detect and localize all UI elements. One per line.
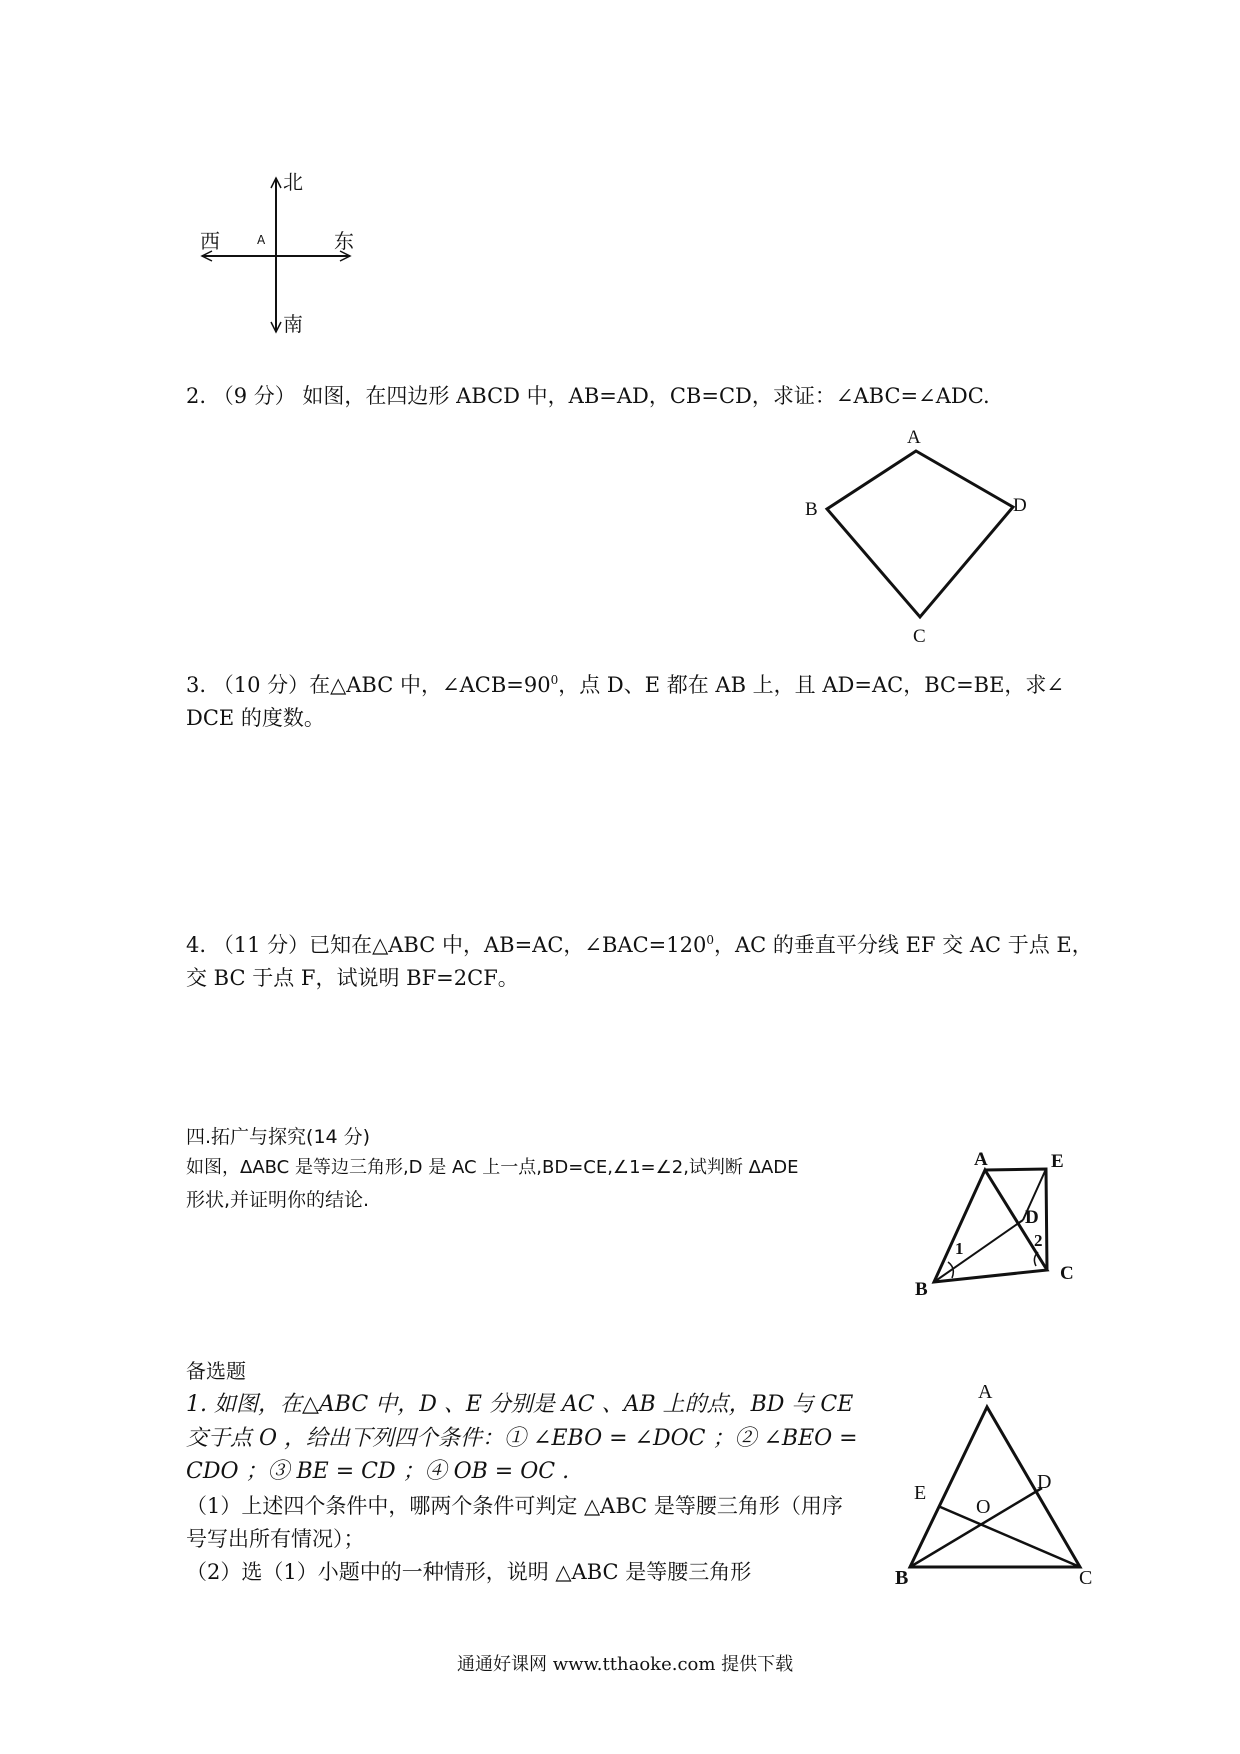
q3-line2: DCE 的度数。 — [186, 706, 325, 730]
q4-degree-sup: 0 — [706, 933, 714, 947]
page-footer: 通通好课网 www.tthaoke.com 提供下载 — [457, 1654, 794, 1675]
backup-label-c: C — [1079, 1567, 1093, 1589]
compass-east-label: 东 — [334, 229, 354, 253]
section4-angle-2-label: 2 — [1034, 1231, 1043, 1250]
section4-line1: 如图，ΔABC 是等边三角形,D 是 AC 上一点,BD=CE,∠1=∠2,试判断 ΔADE — [186, 1157, 799, 1178]
q3-line1-part1: 3. （10 分）在△ABC 中，∠ACB=90 — [186, 673, 551, 697]
section4-line2: 形状,并证明你的结论. — [186, 1189, 370, 1211]
section4-heading: 四.拓广与探究(14 分) — [186, 1126, 371, 1148]
backup-label-d: D — [1037, 1471, 1052, 1493]
backup-line4: （1）上述四个条件中，哪两个条件可判定 △ABC 是等腰三角形（用序 — [186, 1494, 843, 1518]
compass-south-label: 南 — [283, 312, 303, 336]
q2-label-a: A — [907, 427, 921, 448]
backup-line3: CDO ；③ BE = CD ；④ OB = OC . — [186, 1459, 570, 1484]
section4-label-d: D — [1025, 1207, 1039, 1228]
backup-line1: 1. 如图，在△ABC 中，D 、E 分别是 AC 、AB 上的点，BD 与 CE — [186, 1392, 854, 1417]
q4-line2: 交 BC 于点 F，试说明 BF=2CF。 — [186, 966, 519, 990]
section4-label-e: E — [1051, 1151, 1064, 1172]
q2-text: 2. （9 分） 如图，在四边形 ABCD 中，AB=AD，CB=CD，求证：∠ABC=∠ADC. — [186, 384, 990, 408]
q2-label-d: D — [1013, 495, 1027, 516]
section4-angle-1-label: 1 — [955, 1239, 964, 1258]
q2-label-c: C — [913, 626, 926, 647]
compass-west-label: 西 — [200, 229, 220, 253]
backup-line6: （2）选（1）小题中的一种情形，说明 △ABC 是等腰三角形 — [186, 1560, 752, 1584]
backup-label-b: B — [895, 1567, 909, 1589]
q2-label-b: B — [805, 499, 818, 520]
section4-label-b: B — [915, 1279, 928, 1300]
backup-line5: 号写出所有情况）； — [186, 1527, 365, 1551]
backup-label-o: O — [976, 1496, 991, 1518]
backup-label-a: A — [978, 1381, 993, 1403]
backup-heading: 备选题 — [186, 1359, 246, 1383]
q4-line1-part2: ，AC 的垂直平分线 EF 交 AC 于点 E， — [714, 933, 1093, 957]
section4-label-c: C — [1060, 1263, 1074, 1284]
section4-label-a: A — [974, 1149, 988, 1170]
q3-degree-sup: 0 — [550, 673, 559, 687]
backup-label-e: E — [914, 1482, 927, 1504]
compass-north-label: 北 — [283, 170, 303, 194]
q3-line1-part2: ，点 D、E 都在 AB 上，且 AD=AC，BC=BE，求∠ — [558, 673, 1065, 697]
backup-line2: 交于点 O ，给出下列四个条件：① ∠EBO = ∠DOC ；② ∠BEO = — [186, 1426, 858, 1451]
compass-point-label: A — [257, 233, 266, 247]
q4-line1-part1: 4. （11 分）已知在△ABC 中，AB=AC，∠BAC=120 — [186, 933, 707, 957]
